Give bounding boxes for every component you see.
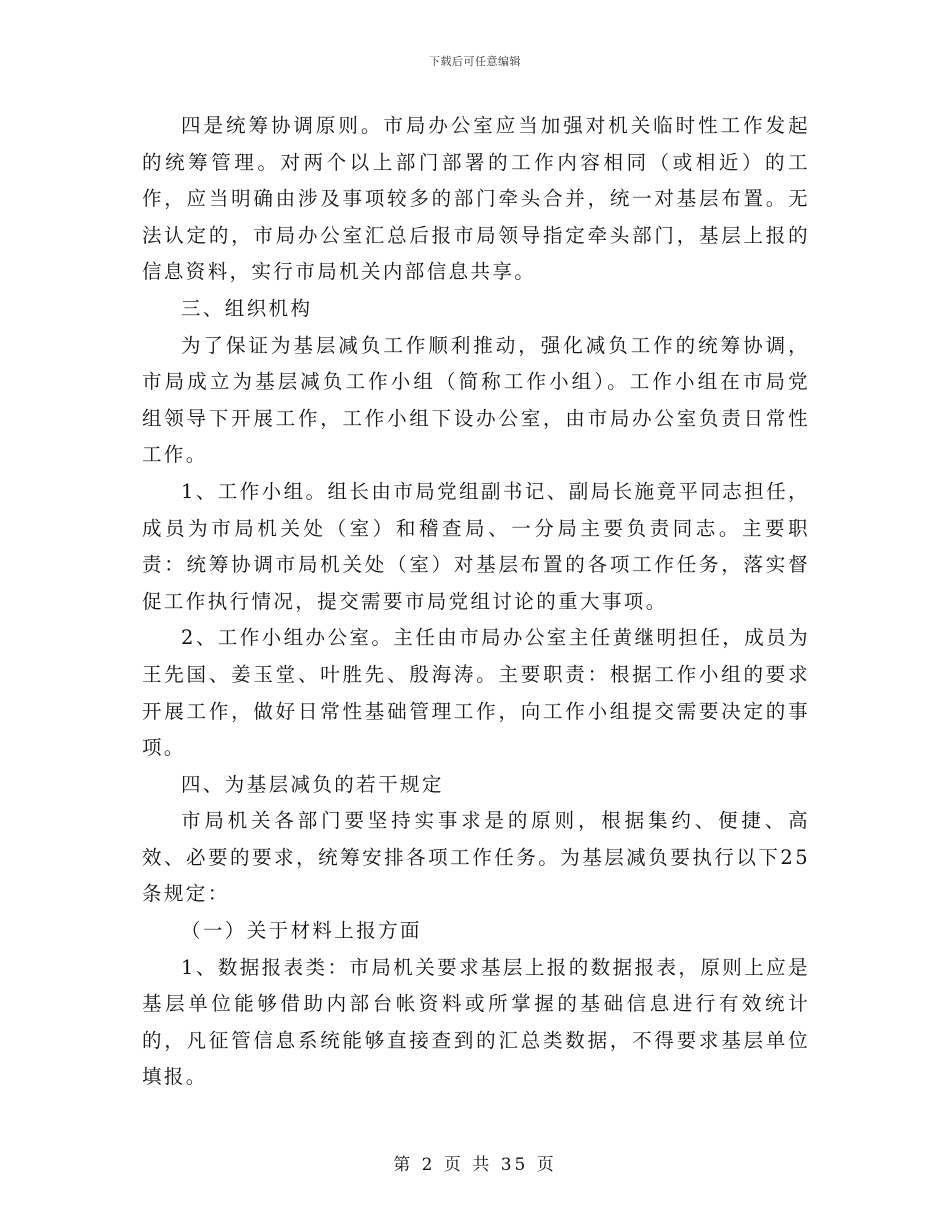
page-number: 第 2 页 共 35 页	[393, 1155, 557, 1175]
paragraph-data-reports: 1、数据报表类：市局机关要求基层上报的数据报表，原则上应是基层单位能够借助内部台帐资料或所掌握的基础信息进行有效统计的，凡征管信息系统能够直接查到的汇总类数据，不得要求基层单位填报。	[142, 955, 810, 1089]
paragraph-coordination-principle: 四是统筹协调原则。市局办公室应当加强对机关临时性工作发起的统筹管理。对两个以上部门部署的工作内容相同（或相近）的工作，应当明确由涉及事项较多的部门牵头合并，统一对基层布置。无法认定的，市局办公室汇总后报市局领导指定牵头部门，基层上报的信息资料，实行市局机关内部信息共享。	[142, 114, 810, 284]
section-heading-organization: 三、组织机构	[181, 296, 313, 320]
paragraph-regulations-intro: 市局机关各部门要坚持实事求是的原则，根据集约、便捷、高效、必要的要求，统筹安排各项工作任务。为基层减负要执行以下25条规定：	[142, 809, 810, 906]
paragraph-working-group: 1、工作小组。组长由市局党组副书记、副局长施竟平同志担任，成员为市局机关处（室）和稽查局、一分局主要负责同志。主要职责：统筹协调市局机关处（室）对基层布置的各项工作任务，落实督促工作执行情况，提交需要市局党组讨论的重大事项。	[142, 479, 810, 613]
paragraph-working-group-intro: 为了保证为基层减负工作顺利推动，强化减负工作的统筹协调，市局成立为基层减负工作小组（简称工作小组）。工作小组在市局党组领导下开展工作，工作小组下设办公室，由市局办公室负责日常性工作。	[142, 333, 810, 467]
paragraph-working-group-office: 2、工作小组办公室。主任由市局办公室主任黄继明担任，成员为王先国、姜玉堂、叶胜先、殷海涛。主要职责：根据工作小组的要求开展工作，做好日常性基础管理工作，向工作小组提交需要决定的事项。	[142, 626, 810, 760]
subsection-heading-material-reporting: （一）关于材料上报方面	[181, 919, 422, 943]
document-body	[142, 108, 810, 1096]
section-heading-regulations: 四、为基层减负的若干规定	[181, 772, 444, 796]
page-header: 下载后可任意编辑	[429, 55, 521, 68]
